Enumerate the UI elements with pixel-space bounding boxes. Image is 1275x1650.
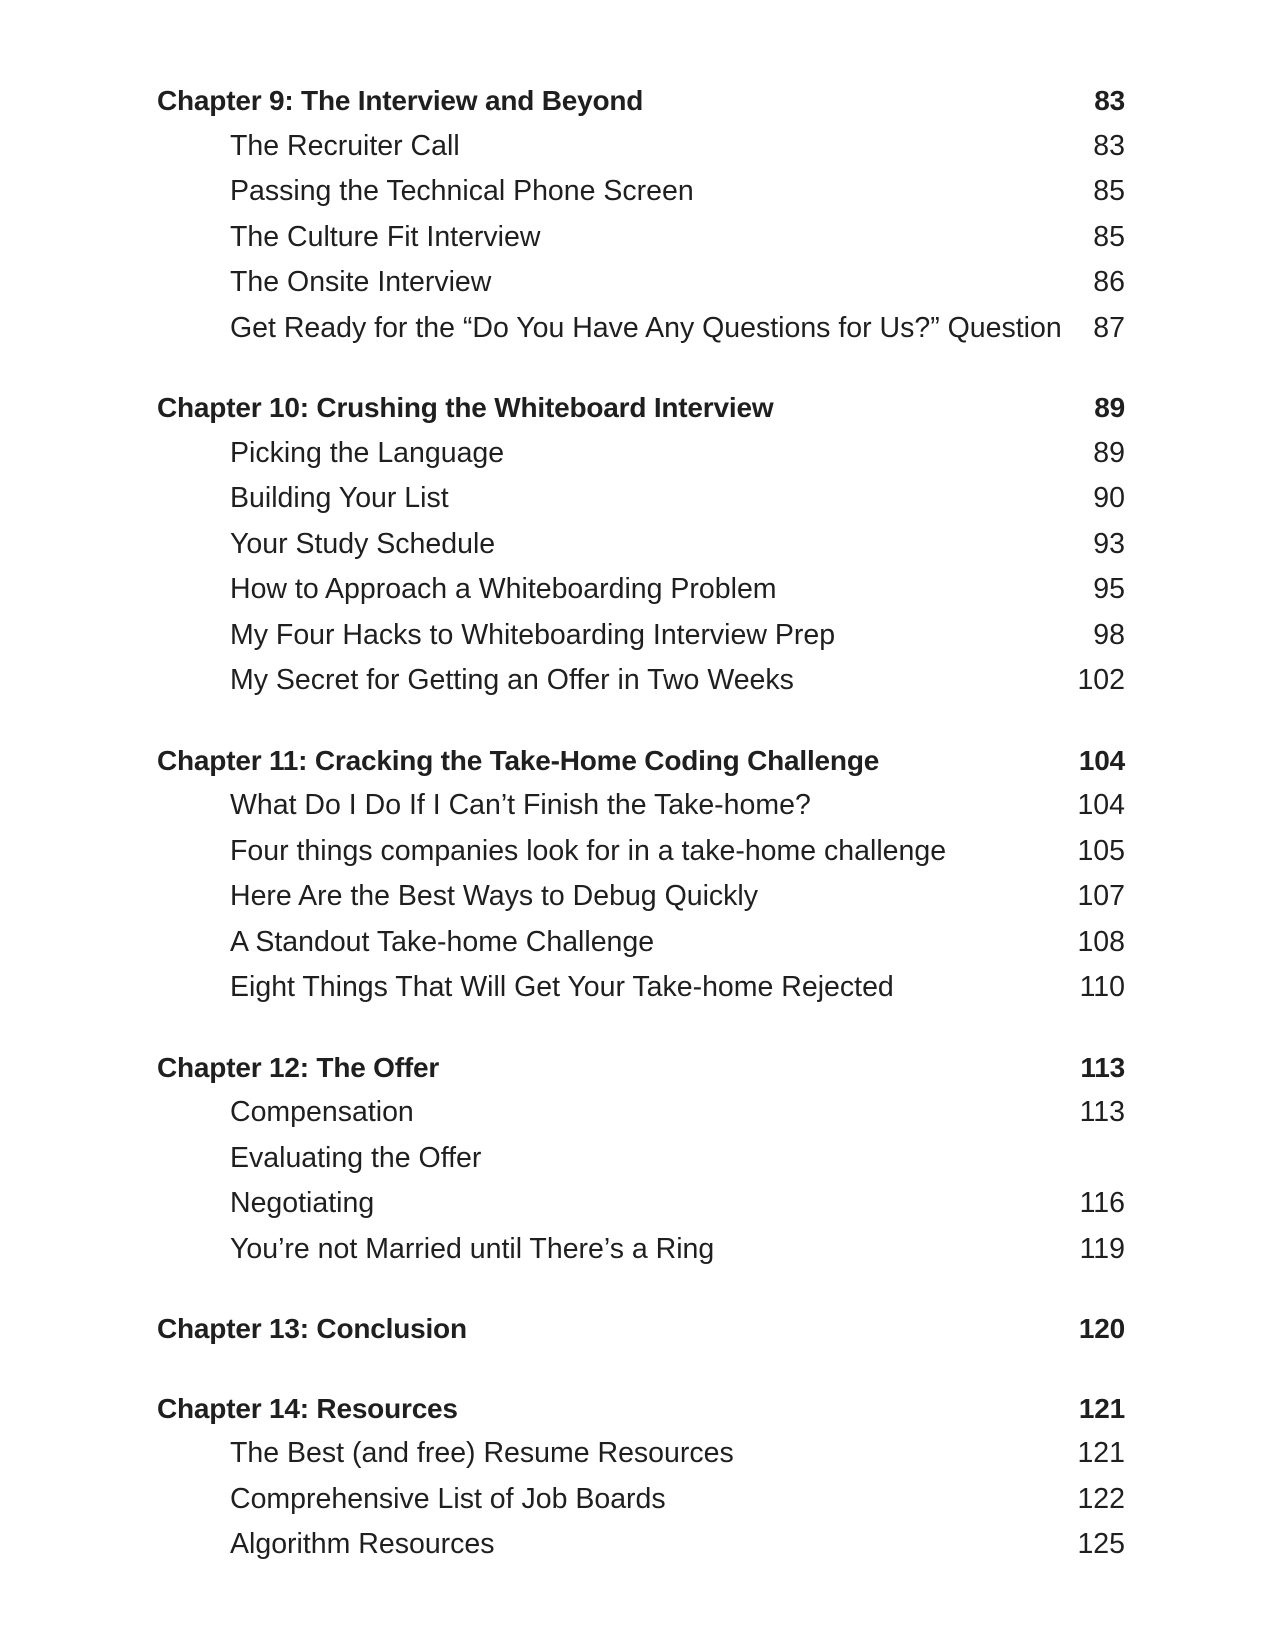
section-page-number: 107 <box>1077 880 1125 912</box>
section-entry[interactable] <box>157 1431 1125 1477</box>
section-entry[interactable] <box>157 829 1125 875</box>
section-entry[interactable] <box>157 215 1125 261</box>
section-page-number: 93 <box>1093 527 1125 560</box>
section-entry[interactable] <box>157 1477 1125 1523</box>
chapter-page-number: 113 <box>1080 1051 1125 1083</box>
section-title: A Standout Take-home Challenge <box>230 925 655 958</box>
section-entry[interactable] <box>157 567 1125 613</box>
section-entry[interactable] <box>157 169 1125 215</box>
chapter-heading[interactable] <box>157 385 1125 431</box>
section-page-number: 89 <box>1093 436 1125 469</box>
chapter-title: Chapter 9: The Interview and Beyond <box>157 85 644 116</box>
chapter-title: Chapter 10: Crushing the Whiteboard Interview <box>157 392 774 423</box>
section-page-number: 85 <box>1093 175 1125 207</box>
section-title: The Onsite Interview <box>230 266 492 298</box>
section-entry[interactable] <box>157 306 1125 352</box>
section-title: Negotiating <box>230 1187 375 1219</box>
chapter-page-number: 104 <box>1078 744 1125 776</box>
section-title: What Do I Do If I Can’t Finish the Take-home? <box>230 789 811 821</box>
section-entry[interactable] <box>157 1090 1125 1136</box>
section-title: You’re not Married until There’s a Ring <box>230 1232 715 1265</box>
section-title: Eight Things That Will Get Your Take-home Rejected <box>230 971 894 1003</box>
section-entry[interactable] <box>157 613 1125 659</box>
section-entry[interactable] <box>157 476 1125 522</box>
section-page-number: 86 <box>1093 266 1125 298</box>
chapter-12 <box>157 1045 1125 1273</box>
section-title: Picking the Language <box>230 436 505 469</box>
section-title: Algorithm Resources <box>230 1528 495 1560</box>
section-entry[interactable] <box>157 260 1125 306</box>
section-entry[interactable] <box>157 920 1125 966</box>
chapter-page-number: 120 <box>1078 1313 1125 1344</box>
section-page-number: 125 <box>1077 1528 1125 1560</box>
section-entry[interactable] <box>157 1522 1125 1568</box>
section-title: Here Are the Best Ways to Debug Quickly <box>230 880 759 912</box>
chapter-heading[interactable] <box>157 1386 1125 1432</box>
section-page-number: 113 <box>1079 1096 1125 1128</box>
section-page-number: 121 <box>1077 1437 1125 1469</box>
section-title: Comprehensive List of Job Boards <box>230 1482 666 1515</box>
chapter-title: Chapter 11: Cracking the Take-Home Coding Challenge <box>157 744 880 776</box>
section-title: My Secret for Getting an Offer in Two Weeks <box>230 664 794 696</box>
section-page-number: 104 <box>1077 789 1125 821</box>
section-entry[interactable] <box>157 783 1125 829</box>
section-page-number: 85 <box>1093 220 1125 253</box>
chapter-13 <box>157 1306 1125 1352</box>
section-entry[interactable] <box>157 658 1125 704</box>
section-title: The Recruiter Call <box>230 129 460 162</box>
section-entry[interactable] <box>157 874 1125 920</box>
section-page-number: 102 <box>1077 664 1125 696</box>
chapter-11 <box>157 738 1125 1011</box>
chapter-title: Chapter 12: The Offer <box>157 1051 440 1083</box>
chapter-14 <box>157 1386 1125 1568</box>
section-title: Four things companies look for in a take-home challenge <box>230 834 947 867</box>
section-page-number: 87 <box>1093 311 1125 344</box>
chapter-10 <box>157 385 1125 704</box>
section-entry[interactable] <box>157 965 1125 1011</box>
chapter-title: Chapter 14: Resources <box>157 1392 458 1424</box>
section-page-number: 95 <box>1093 573 1125 605</box>
section-entry[interactable] <box>157 124 1125 170</box>
section-title: Evaluating the Offer <box>230 1141 482 1174</box>
section-title: How to Approach a Whiteboarding Problem <box>230 573 777 605</box>
chapter-9 <box>157 78 1125 351</box>
section-title: Building Your List <box>230 482 449 514</box>
section-page-number: 122 <box>1077 1482 1125 1515</box>
section-entry[interactable] <box>157 1227 1125 1273</box>
section-entry[interactable] <box>157 431 1125 477</box>
chapter-heading[interactable] <box>157 1306 1125 1352</box>
section-page-number: 105 <box>1077 834 1125 867</box>
section-page-number: 108 <box>1077 925 1125 958</box>
section-page-number: 90 <box>1093 482 1125 514</box>
chapter-heading[interactable] <box>157 78 1125 124</box>
section-page-number: 116 <box>1079 1187 1125 1219</box>
section-entry[interactable] <box>157 1136 1125 1182</box>
chapter-page-number: 89 <box>1094 392 1125 423</box>
chapter-page-number: 83 <box>1094 85 1125 116</box>
chapter-title: Chapter 13: Conclusion <box>157 1313 467 1344</box>
section-title: Your Study Schedule <box>230 527 496 560</box>
section-page-number: 98 <box>1093 618 1125 651</box>
section-page-number: 119 <box>1079 1232 1125 1265</box>
section-entry[interactable] <box>157 1181 1125 1227</box>
chapter-page-number: 121 <box>1078 1392 1125 1424</box>
chapter-heading[interactable] <box>157 1045 1125 1091</box>
section-entry[interactable] <box>157 522 1125 568</box>
section-title: Passing the Technical Phone Screen <box>230 175 694 207</box>
section-page-number: 83 <box>1093 129 1125 162</box>
section-title: My Four Hacks to Whiteboarding Interview Prep <box>230 618 836 651</box>
chapter-heading[interactable] <box>157 738 1125 784</box>
section-page-number: 110 <box>1079 971 1125 1003</box>
table-of-contents <box>157 78 1125 1602</box>
section-title: Get Ready for the “Do You Have Any Questions for Us?” Question <box>230 311 1062 344</box>
section-title: The Best (and free) Resume Resources <box>230 1437 734 1469</box>
section-title: The Culture Fit Interview <box>230 220 541 253</box>
section-title: Compensation <box>230 1096 414 1128</box>
